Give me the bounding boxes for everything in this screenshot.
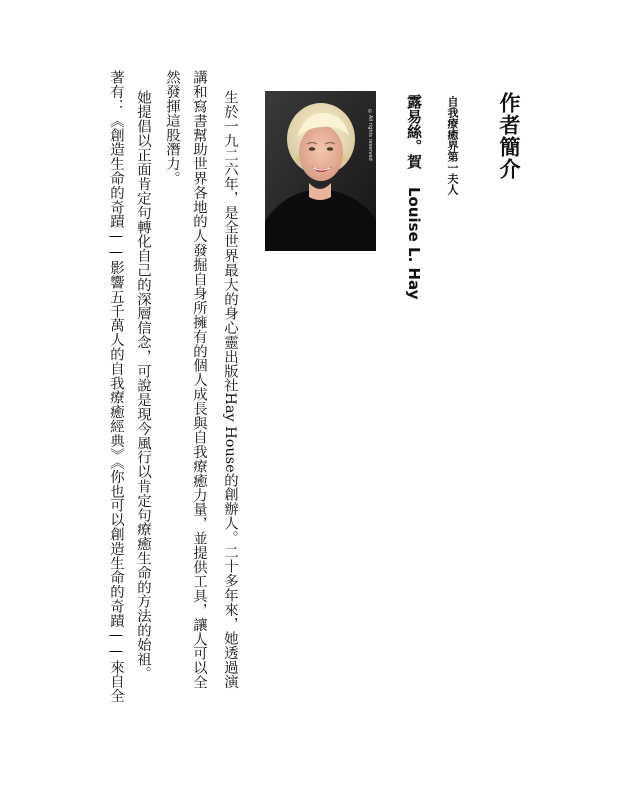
body-text-1b: 的創辦人。二十多年來，她透過演: [222, 472, 238, 689]
body-paragraph-3: 著有：《創造生命的奇蹟——影響五千萬人的自我療癒經典》《你也可以創造生命的奇蹟——來自全: [108, 70, 124, 703]
author-photo: [265, 91, 376, 251]
body-paragraph-1-line-1: [220, 90, 240, 689]
author-name-chinese: 露易絲。賀: [405, 94, 423, 187]
publisher-name: Hay House: [222, 392, 238, 473]
section-title: 作者簡介: [497, 92, 521, 180]
body-paragraph-1-line-3: 然發揮這股潛力。: [164, 70, 180, 186]
author-name-english: Louise L. Hay: [405, 187, 423, 300]
author-portrait-image: [265, 91, 376, 251]
author-subtitle: 自我療癒界第一夫人: [446, 96, 459, 195]
author-name: [405, 94, 423, 299]
body-text-1a: 生於一九二六年，是全世界最大的身心靈出版社: [222, 90, 238, 393]
photo-credit: ©All rights reserved: [367, 109, 373, 161]
body-paragraph-2: 她提倡以正面肯定句轉化自己的深層信念，可說是現今風行以肯定句療癒生命的方法的始祖。: [135, 90, 151, 681]
body-paragraph-1-line-2: 講和寫書幫助世界各地的人發掘自身所擁有的個人成長與自我療癒力量，並提供工具，讓人可以全: [191, 70, 207, 690]
